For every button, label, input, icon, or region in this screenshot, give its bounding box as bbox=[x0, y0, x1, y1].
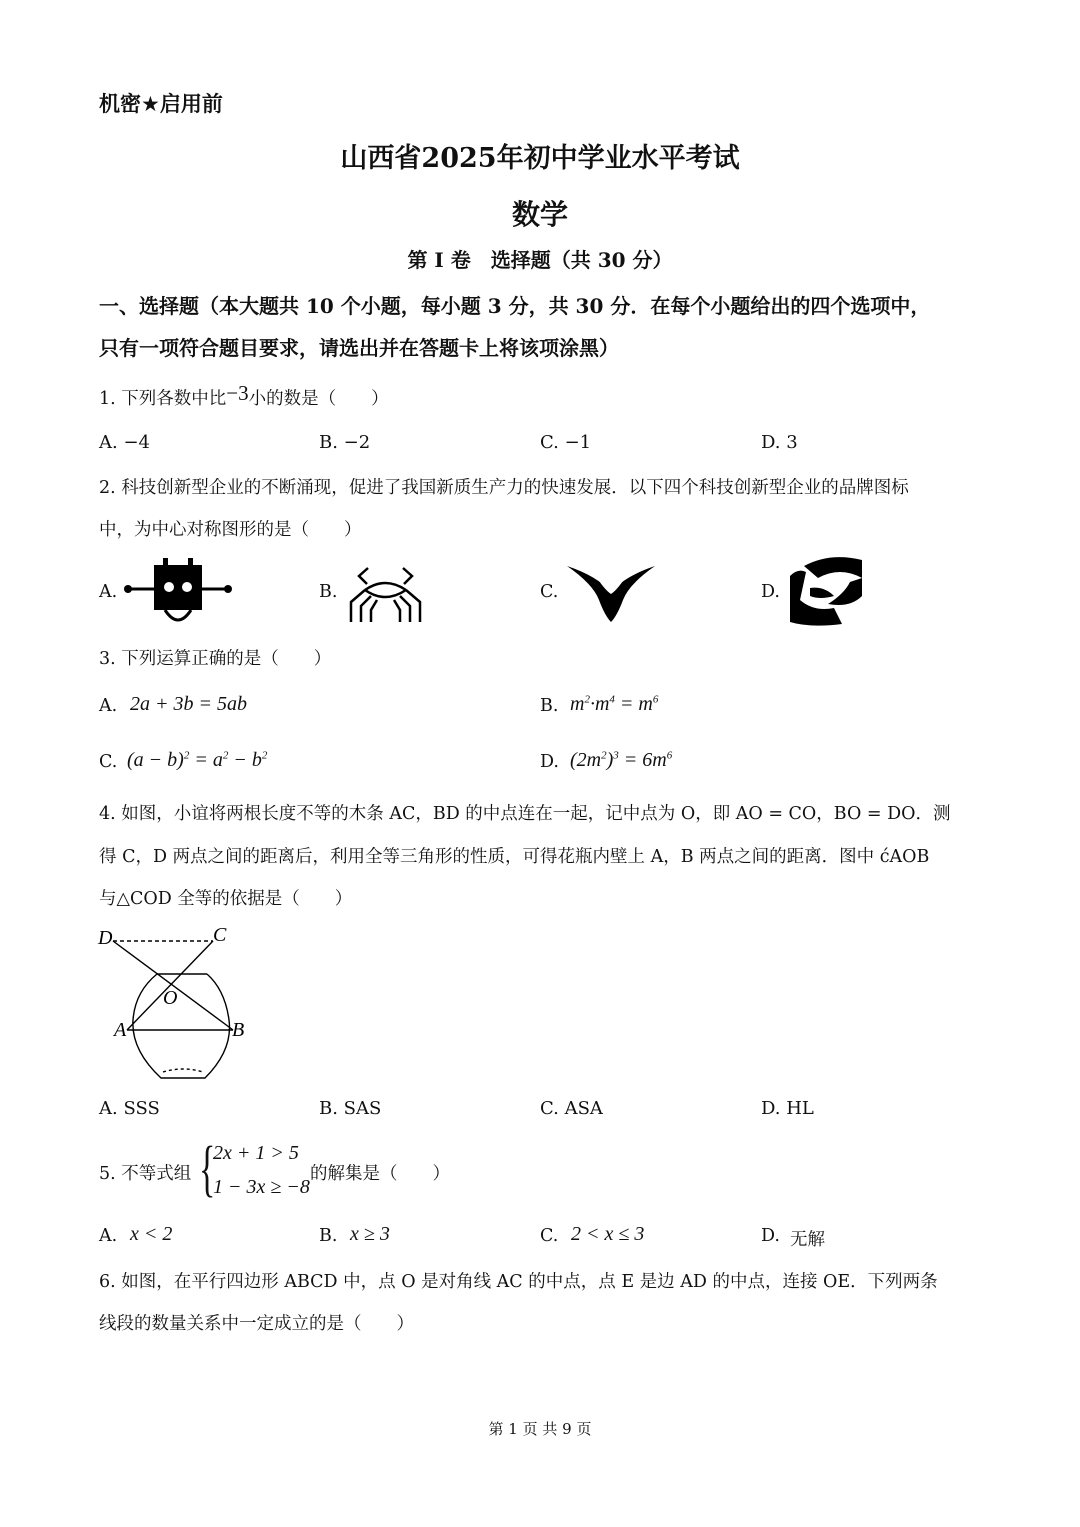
question-4-line2: 得 C，D 两点之间的距离后，利用全等三角形的性质，可得花瓶内壁上 A，B 两点之间的距离．图中 ćAOB bbox=[99, 847, 930, 867]
q5-inequality-2: 1 − 3x ≥ −8 bbox=[213, 1176, 310, 1198]
q3-d-part: (2m bbox=[570, 749, 602, 771]
q5-stem-post: 的解集是（ ） bbox=[310, 1164, 450, 1184]
subject-title: 数学 bbox=[511, 198, 568, 231]
page-footer: 第 1 页 共 9 页 bbox=[488, 1420, 592, 1438]
fig-label-a: A bbox=[114, 1019, 127, 1041]
q3-d-exp: 2 bbox=[601, 749, 607, 762]
q1-stem-math: −3 bbox=[226, 381, 249, 405]
q3-b-exp: 4 bbox=[609, 693, 615, 706]
q2-option-d-label[interactable]: D. bbox=[761, 582, 780, 602]
part-title: 第 I 卷 选择题（共 30 分） bbox=[407, 248, 673, 272]
q4-option-b[interactable]: B. SAS bbox=[319, 1098, 382, 1119]
q1-option-c[interactable]: C. −1 bbox=[540, 432, 592, 453]
question-3-stem: 3. 下列运算正确的是（ ） bbox=[99, 649, 332, 669]
q3-c-part: − b bbox=[233, 749, 262, 771]
question-4-line3: 与△COD 全等的依据是（ ） bbox=[99, 889, 353, 909]
q3-b-part: m bbox=[570, 693, 585, 715]
q3-option-a-label[interactable]: A. bbox=[99, 696, 118, 716]
vase-figure bbox=[95, 920, 265, 1090]
triangle-arc-logo-icon bbox=[567, 560, 657, 625]
fig-label-d: D bbox=[98, 927, 113, 949]
q4-option-a[interactable]: A. SSS bbox=[99, 1098, 160, 1119]
q1-stem-pre: 1. 下列各数中比 bbox=[99, 389, 227, 409]
q4-option-d[interactable]: D. HL bbox=[761, 1098, 814, 1119]
q3-option-c-label[interactable]: C. bbox=[99, 752, 118, 772]
q3-b-exp: 2 bbox=[584, 693, 590, 706]
q5-option-b-label[interactable]: B. bbox=[319, 1226, 338, 1246]
q5-option-a-value: x < 2 bbox=[130, 1223, 173, 1245]
exam-title: 山西省2025年初中学业水平考试 bbox=[340, 143, 740, 174]
question-4-line1: 4. 如图，小谊将两根长度不等的木条 AC，BD 的中点连在一起，记中点为 O，即 AO = CO，BO = DO．测 bbox=[99, 804, 951, 824]
q3-c-exp: 2 bbox=[183, 749, 190, 762]
q3-c-part: (a − b) bbox=[127, 749, 184, 771]
fig-label-c: C bbox=[213, 924, 227, 946]
fig-label-o: O bbox=[163, 987, 178, 1009]
fig-label-b: B bbox=[232, 1019, 245, 1041]
q3-b-exp: 6 bbox=[652, 693, 659, 706]
confidential-label: 机密★启用前 bbox=[99, 92, 223, 116]
question-2-line1: 2. 科技创新型企业的不断涌现，促进了我国新质生产力的快速发展．以下四个科技创新型企业的品牌图标 bbox=[99, 478, 909, 498]
q5-stem-pre: 5. 不等式组 bbox=[99, 1164, 192, 1184]
q2-option-c-label[interactable]: C. bbox=[540, 582, 559, 602]
q3-d-exp: 6 bbox=[666, 749, 673, 762]
q3-option-a-expr: 2a + 3b = 5ab bbox=[130, 693, 247, 715]
q5-option-d-value: 无解 bbox=[790, 1230, 825, 1250]
q2-option-a-label[interactable]: A. bbox=[99, 582, 118, 602]
robot-logo-icon bbox=[120, 555, 240, 635]
question-1-stem bbox=[99, 381, 389, 410]
q3-b-part: ·m bbox=[589, 693, 610, 715]
question-6-line1: 6. 如图，在平行四边形 ABCD 中，点 O 是对角线 AC 的中点，点 E 是边 AD 的中点，连接 OE．下列两条 bbox=[99, 1272, 938, 1292]
q5-option-a-label[interactable]: A. bbox=[99, 1226, 118, 1246]
q3-option-d-label[interactable]: D. bbox=[540, 752, 559, 772]
q5-option-b-value: x ≥ 3 bbox=[350, 1223, 390, 1245]
q5-option-d-label[interactable]: D. bbox=[761, 1226, 780, 1246]
swirl-logo-icon bbox=[790, 556, 865, 628]
q3-option-d-expr bbox=[570, 749, 672, 772]
question-6-line2: 线段的数量关系中一定成立的是（ ） bbox=[99, 1314, 414, 1334]
crab-logo-icon bbox=[343, 560, 428, 625]
q1-option-b[interactable]: B. −2 bbox=[319, 432, 371, 453]
q3-option-c-expr bbox=[127, 749, 267, 772]
q5-option-c-label[interactable]: C. bbox=[540, 1226, 559, 1246]
q3-c-part: = a bbox=[194, 749, 223, 771]
q2-option-b-label[interactable]: B. bbox=[319, 582, 338, 602]
q3-d-part: = 6m bbox=[623, 749, 667, 771]
q3-b-part: = m bbox=[619, 693, 653, 715]
q3-option-b-label[interactable]: B. bbox=[540, 696, 559, 716]
question-2-line2: 中，为中心对称图形的是（ ） bbox=[99, 520, 362, 540]
section-instruction-line2: 只有一项符合题目要求，请选出并在答题卡上将该项涂黑） bbox=[99, 336, 619, 360]
q3-option-b-expr bbox=[570, 693, 658, 716]
q5-option-c-value: 2 < x ≤ 3 bbox=[571, 1223, 645, 1245]
q5-inequality-1: 2x + 1 > 5 bbox=[213, 1142, 299, 1164]
section-instruction-line1: 一、选择题（本大题共 10 个小题，每小题 3 分，共 30 分．在每个小题给出的四个选项中， bbox=[99, 294, 931, 318]
q5-brace: { bbox=[199, 1135, 216, 1203]
q4-option-c[interactable]: C. ASA bbox=[540, 1098, 603, 1119]
q1-stem-post: 小的数是（ ） bbox=[248, 389, 389, 409]
q1-option-a[interactable]: A. −4 bbox=[99, 432, 150, 453]
q3-c-exp: 2 bbox=[222, 749, 229, 762]
q1-option-d[interactable]: D. 3 bbox=[761, 432, 798, 453]
q3-c-exp: 2 bbox=[261, 749, 268, 762]
q3-d-exp: 3 bbox=[613, 749, 619, 762]
q3-d-part: ) bbox=[606, 749, 614, 771]
